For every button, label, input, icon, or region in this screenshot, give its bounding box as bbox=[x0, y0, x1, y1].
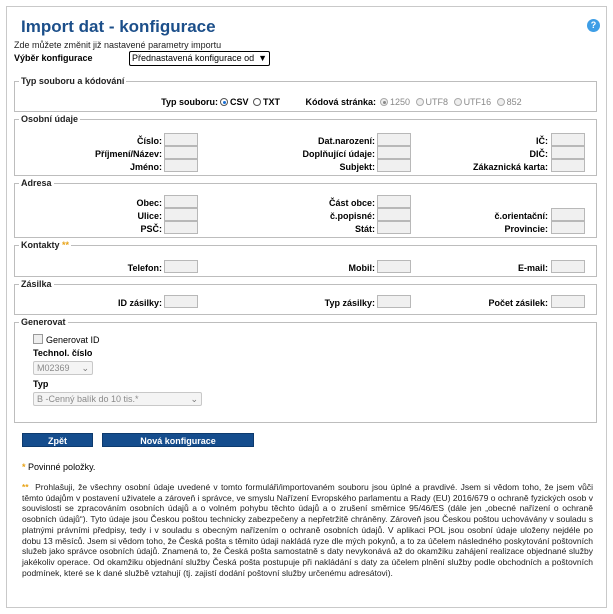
street-field[interactable] bbox=[164, 208, 198, 221]
generate-id-label: Generovat ID bbox=[46, 335, 100, 345]
config-select-label: Výběr konfigurace bbox=[14, 53, 93, 63]
house-number-label: č.popisné: bbox=[329, 211, 375, 221]
province-label: Provincie: bbox=[504, 224, 548, 234]
address-legend: Adresa bbox=[21, 178, 52, 188]
customer-card-field[interactable] bbox=[551, 159, 585, 172]
radio-1250[interactable] bbox=[380, 98, 388, 106]
config-select[interactable] bbox=[129, 51, 270, 66]
province-field[interactable] bbox=[551, 221, 585, 234]
orientation-number-field[interactable] bbox=[551, 208, 585, 221]
phone-field[interactable] bbox=[164, 260, 198, 273]
technol-label: Technol. číslo bbox=[33, 348, 93, 358]
required-mark: * bbox=[22, 462, 26, 472]
shipment-id-label: ID zásilky: bbox=[117, 298, 162, 308]
district-field[interactable] bbox=[377, 195, 411, 208]
intro-text: Zde můžete změnit již nastavené parametry importu bbox=[14, 40, 222, 50]
radio-csv-label: CSV bbox=[230, 97, 249, 107]
zip-field[interactable] bbox=[164, 221, 198, 234]
subject-label: Subjekt: bbox=[339, 162, 375, 172]
phone-label: Telefon: bbox=[127, 263, 162, 273]
city-label: Obec: bbox=[136, 198, 162, 208]
radio-utf8[interactable] bbox=[416, 98, 424, 106]
dic-field[interactable] bbox=[551, 146, 585, 159]
dic-label: DIČ: bbox=[529, 149, 548, 159]
email-label: E-mail: bbox=[517, 263, 548, 273]
radio-utf8-label: UTF8 bbox=[425, 97, 449, 107]
legal-text: ** Prohlašuji, že všechny osobní údaje uvedené v tomto formuláři/importovaném souboru jsou úplné a pravdivé. Jsem si vědom toho, že jsem vůči těmto údajům v postavení uživatele a zároveň i správce, ve smyslu Nařízení Evropského parlamentu a Rady (EU) 2016/679 o ochraně fyzických osob v souvislosti se zpracováním osobních údajů a o volném pohybu těchto údajů a o zrušení směrnice 95/46/ES (dále jen „obecné nařízení o ochraně osobních údajů“). Tyto údaje jsou Českou poštou technicky zabezpečeny a nepřetržitě chráněny. Zároveň jsou Českou poštou uchovávány v souladu s platnými právními předpisy, tedy i v souladu s obecným nařízením o ochraně osobních údajů. V aplikaci POL jsou osobní údaje uloženy nejdéle po dobu 13 měsíců. Jsem si vědom toho, že Česká pošta s těmito údaji nakládá ryze dle mých pokynů, a to za účelem následného poskytování poštovních služeb jako správce osobních údajů. Znamená to, že Česká pošta samostatně s daty nevykonává až do okamžiku zahájení realizace objednané služby jakékoliv operace. Od okamžiku objednání služby Česká pošta postupuje při nakládání s daty za účelem plnění služby podle obchodních a poštovních podmínek, které se k dané službě vztahují (tj. zajistí dodání poštovní služby určenému adresátovi). bbox=[22, 482, 593, 578]
radio-852[interactable] bbox=[497, 98, 505, 106]
type-label: Typ bbox=[33, 379, 49, 389]
file-type-label: Typ souboru: bbox=[161, 97, 218, 107]
birthdate-label: Dat.narození: bbox=[317, 136, 375, 146]
radio-1250-label: 1250 bbox=[390, 97, 411, 107]
email-field[interactable] bbox=[551, 260, 585, 273]
surname-label: Příjmení/Název: bbox=[94, 149, 162, 159]
shipment-id-field[interactable] bbox=[164, 295, 198, 308]
type-select[interactable] bbox=[33, 392, 202, 406]
radio-utf16-label: UTF16 bbox=[463, 97, 492, 107]
chevron-down-icon: ⌄ bbox=[81, 363, 89, 373]
customer-card-label: Zákaznická karta: bbox=[472, 162, 548, 172]
subject-field[interactable] bbox=[377, 159, 411, 172]
mobile-field[interactable] bbox=[377, 260, 411, 273]
radio-852-label: 852 bbox=[506, 97, 522, 107]
chevron-down-icon: ⌄ bbox=[190, 394, 198, 404]
shipment-type-label: Typ zásilky: bbox=[324, 298, 375, 308]
shipment-group bbox=[14, 279, 597, 315]
help-icon[interactable]: ? bbox=[587, 19, 600, 32]
radio-csv[interactable] bbox=[220, 98, 228, 106]
encoding-label: Kódová stránka: bbox=[305, 97, 376, 107]
street-label: Ulice: bbox=[137, 211, 162, 221]
required-note: * Povinné položky. bbox=[22, 462, 96, 472]
firstname-field[interactable] bbox=[164, 159, 198, 172]
number-field[interactable] bbox=[164, 133, 198, 146]
house-number-field[interactable] bbox=[377, 208, 411, 221]
generate-id-checkbox[interactable] bbox=[33, 334, 43, 344]
chevron-down-icon: ▼ bbox=[258, 53, 267, 63]
shipment-count-label: Počet zásilek: bbox=[488, 298, 548, 308]
type-select-value: B -Cenný balík do 10 tis.* bbox=[37, 394, 139, 404]
radio-txt-label: TXT bbox=[263, 97, 281, 107]
technol-select[interactable] bbox=[33, 361, 93, 375]
shipment-legend: Zásilka bbox=[21, 279, 52, 289]
encoding-radios bbox=[380, 97, 522, 107]
country-label: Stát: bbox=[355, 224, 375, 234]
personal-legend: Osobní údaje bbox=[21, 114, 79, 124]
birthdate-field[interactable] bbox=[377, 133, 411, 146]
surname-field[interactable] bbox=[164, 146, 198, 159]
district-label: Část obce: bbox=[328, 198, 375, 208]
city-field[interactable] bbox=[164, 195, 198, 208]
ic-field[interactable] bbox=[551, 133, 585, 146]
legal-mark: ** bbox=[22, 482, 29, 492]
contacts-legend: Kontakty ** bbox=[21, 240, 70, 250]
radio-txt[interactable] bbox=[253, 98, 261, 106]
generate-group bbox=[14, 317, 597, 423]
mobile-label: Mobil: bbox=[348, 263, 375, 273]
radio-utf16[interactable] bbox=[454, 98, 462, 106]
file-type-legend: Typ souboru a kódování bbox=[21, 76, 125, 86]
page-title: Import dat - konfigurace bbox=[21, 17, 216, 36]
shipment-type-field[interactable] bbox=[377, 295, 411, 308]
file-type-radios bbox=[220, 97, 280, 107]
back-button[interactable]: Zpět bbox=[22, 433, 93, 447]
extra-info-label: Doplňující údaje: bbox=[302, 149, 375, 159]
contacts-mark: ** bbox=[62, 240, 70, 250]
new-config-button[interactable]: Nová konfigurace bbox=[102, 433, 254, 447]
extra-info-field[interactable] bbox=[377, 146, 411, 159]
firstname-label: Jméno: bbox=[129, 162, 162, 172]
shipment-count-field[interactable] bbox=[551, 295, 585, 308]
number-label: Číslo: bbox=[136, 136, 162, 146]
technol-select-value: M02369 bbox=[37, 363, 70, 373]
country-field[interactable] bbox=[377, 221, 411, 234]
generate-legend: Generovat bbox=[21, 317, 66, 327]
orientation-number-label: č.orientační: bbox=[494, 211, 548, 221]
config-select-value: Přednastavená konfigurace od bbox=[132, 53, 255, 63]
ic-label: IČ: bbox=[536, 136, 548, 146]
zip-label: PSČ: bbox=[140, 224, 162, 234]
